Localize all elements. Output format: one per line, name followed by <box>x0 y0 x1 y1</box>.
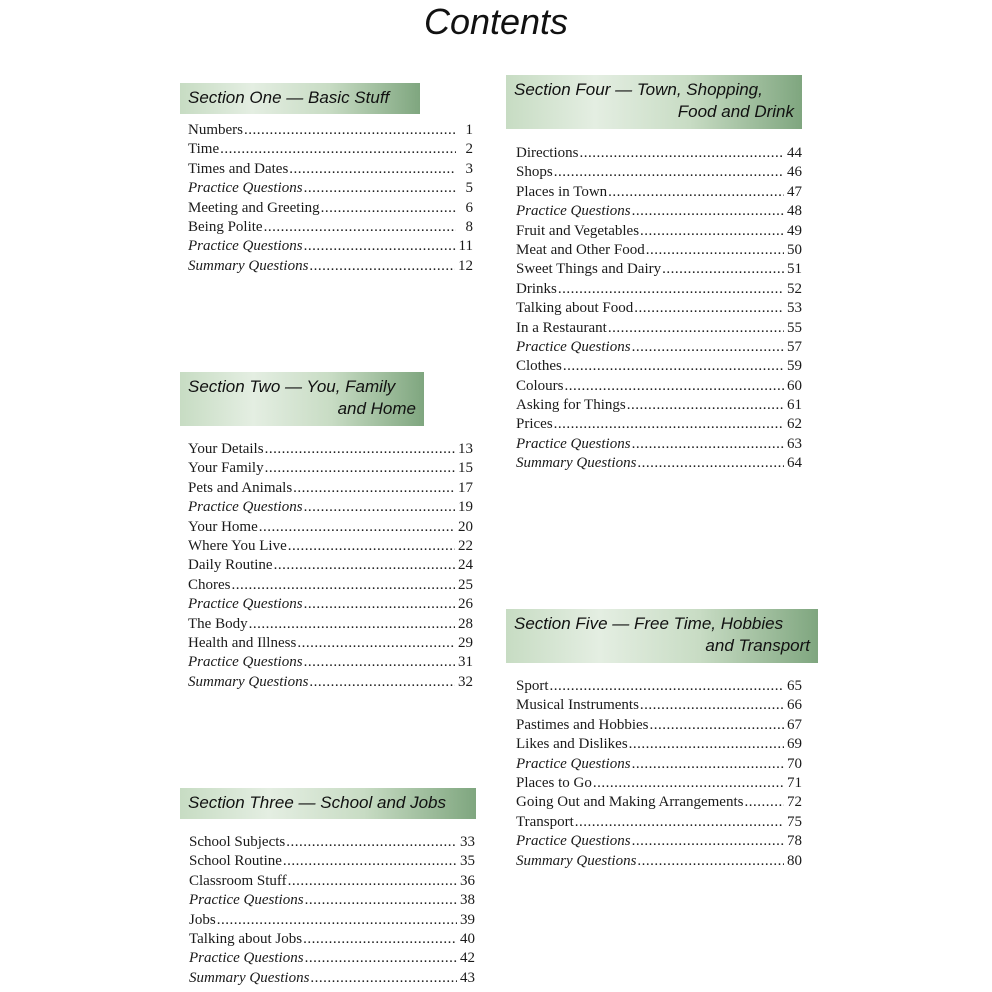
dot-leader <box>274 556 455 575</box>
toc-entry-title: Pets and Animals <box>188 479 293 496</box>
dot-leader <box>304 595 455 614</box>
dot-leader <box>288 537 455 556</box>
toc-entry <box>188 653 473 672</box>
dot-leader <box>608 183 784 202</box>
toc-entry-title: Where You Live <box>188 537 287 554</box>
dot-leader <box>321 199 456 218</box>
toc-entry-title: Health and Illness <box>188 634 297 651</box>
dot-leader <box>627 396 784 415</box>
toc-entry-page-number: 3 <box>465 160 473 177</box>
toc-entry <box>188 615 473 634</box>
toc-entry-title: Musical Instruments <box>516 697 639 714</box>
toc-entry <box>516 454 802 473</box>
toc-entry <box>189 891 475 910</box>
toc-entry-title: Practice Questions <box>188 499 303 516</box>
dot-leader <box>563 357 784 376</box>
toc-entry-page-number: 1 <box>465 122 473 138</box>
toc-entry <box>516 813 802 832</box>
toc-entry <box>516 755 802 774</box>
toc-entry-page-number: 15 <box>458 460 473 477</box>
dot-leader <box>304 653 455 672</box>
toc-entry <box>516 677 802 696</box>
toc-entry-page-number: 28 <box>458 615 473 632</box>
toc-entry <box>516 163 802 182</box>
toc-entry <box>189 930 475 949</box>
toc-entry-page-number: 78 <box>787 833 802 850</box>
toc-entry <box>188 199 473 218</box>
dot-leader <box>650 716 785 735</box>
toc-entry-page-number: 47 <box>787 183 802 200</box>
toc-entry <box>189 852 475 871</box>
toc-entry-page-number: 42 <box>460 950 475 967</box>
toc-entry-page-number: 38 <box>460 892 475 909</box>
toc-entry-title: Practice Questions <box>516 435 631 452</box>
toc-entry-page-number: 53 <box>787 300 802 317</box>
section-heading-five <box>506 609 818 663</box>
section-entries-three <box>189 833 475 988</box>
toc-entry-page-number: 63 <box>787 435 802 452</box>
dot-leader <box>305 891 457 910</box>
toc-entry <box>516 280 802 299</box>
toc-entry <box>188 498 473 517</box>
toc-entry-title: School Routine <box>189 853 282 870</box>
dot-leader <box>632 832 784 851</box>
dot-leader <box>265 440 455 459</box>
toc-entry-page-number: 80 <box>787 852 802 869</box>
toc-entry <box>189 911 475 930</box>
toc-entry-title: Places in Town <box>516 183 608 200</box>
toc-entry <box>188 556 473 575</box>
toc-entry <box>188 459 473 478</box>
toc-entry-page-number: 33 <box>460 834 475 850</box>
toc-entry-title: Practice Questions <box>188 596 303 613</box>
toc-entry-page-number: 72 <box>787 794 802 811</box>
toc-entry-title: Practice Questions <box>516 833 631 850</box>
toc-entry-page-number: 65 <box>787 678 802 694</box>
toc-entry-title: Talking about Food <box>516 300 634 317</box>
toc-entry-page-number: 13 <box>458 441 473 457</box>
section-heading-line-1: Section Two — You, Family <box>188 377 396 396</box>
toc-entry-page-number: 48 <box>787 203 802 220</box>
toc-entry <box>188 160 473 179</box>
toc-entry-title: Practice Questions <box>189 950 304 967</box>
toc-entry <box>516 377 802 396</box>
toc-entry-page-number: 75 <box>787 813 802 830</box>
toc-entry-title: Summary Questions <box>516 852 637 869</box>
toc-entry-page-number: 52 <box>787 280 802 297</box>
toc-entry-page-number: 29 <box>458 634 473 651</box>
toc-entry-title: Practice Questions <box>188 180 303 197</box>
toc-entry <box>189 969 475 988</box>
dot-leader <box>304 179 456 198</box>
toc-entry-title: Pastimes and Hobbies <box>516 716 649 733</box>
toc-entry-title: Numbers <box>188 122 243 138</box>
toc-entry-title: Summary Questions <box>188 673 309 690</box>
dot-leader <box>289 160 456 179</box>
toc-entry-title: Your Details <box>188 441 264 457</box>
dot-leader <box>565 377 784 396</box>
toc-entry <box>516 832 802 851</box>
section-heading-two <box>180 372 424 426</box>
section-entries-five <box>516 677 802 871</box>
toc-entry-page-number: 8 <box>465 218 473 235</box>
dot-leader <box>608 319 784 338</box>
toc-entry-title: Time <box>188 141 220 158</box>
toc-entry-title: Asking for Things <box>516 397 626 414</box>
toc-entry-title: Places to Go <box>516 774 592 791</box>
section-heading-three <box>180 788 476 819</box>
section-heading-line-2: and Home <box>337 399 416 418</box>
toc-entry-page-number: 61 <box>787 397 802 414</box>
toc-entry <box>188 121 473 140</box>
toc-entry-title: Times and Dates <box>188 160 289 177</box>
toc-entry-page-number: 69 <box>787 736 802 753</box>
dot-leader <box>579 144 784 163</box>
dot-leader <box>575 813 784 832</box>
toc-entry <box>188 237 473 256</box>
toc-entry-title: Prices <box>516 416 553 433</box>
toc-entry <box>189 833 475 852</box>
dot-leader <box>259 518 455 537</box>
toc-entry <box>516 852 802 871</box>
dot-leader <box>249 615 455 634</box>
toc-entry-page-number: 39 <box>460 911 475 928</box>
dot-leader <box>640 696 784 715</box>
section-heading-four <box>506 75 802 129</box>
toc-entry <box>188 479 473 498</box>
toc-entry <box>188 518 473 537</box>
toc-entry-page-number: 36 <box>460 872 475 889</box>
toc-entry <box>188 257 473 276</box>
toc-entry-page-number: 40 <box>460 930 475 947</box>
toc-entry-title: Going Out and Making Arrangements <box>516 794 744 811</box>
toc-entry-title: Summary Questions <box>189 969 310 986</box>
toc-entry-page-number: 32 <box>458 673 473 690</box>
toc-entry-page-number: 25 <box>458 576 473 593</box>
dot-leader <box>286 833 457 852</box>
toc-entry-title: Drinks <box>516 280 557 297</box>
toc-entry-page-number: 20 <box>458 518 473 535</box>
toc-entry-page-number: 70 <box>787 755 802 772</box>
dot-leader <box>554 163 784 182</box>
toc-entry <box>188 595 473 614</box>
toc-entry-page-number: 24 <box>458 557 473 574</box>
toc-entry-page-number: 35 <box>460 853 475 870</box>
toc-entry <box>516 357 802 376</box>
toc-entry <box>189 872 475 891</box>
toc-entry-title: Practice Questions <box>189 892 304 909</box>
section-heading-line-1: Section One — Basic Stuff <box>188 88 390 107</box>
toc-entry <box>516 793 802 812</box>
toc-entry-title: Practice Questions <box>516 203 631 220</box>
toc-entry <box>516 396 802 415</box>
toc-entry-page-number: 64 <box>787 455 802 472</box>
section-heading-line-1: Section Five — Free Time, Hobbies <box>514 614 784 633</box>
toc-entry-page-number: 60 <box>787 377 802 394</box>
toc-entry <box>516 241 802 260</box>
toc-entry-page-number: 31 <box>458 654 473 671</box>
toc-entry <box>188 634 473 653</box>
toc-entry-page-number: 26 <box>458 596 473 613</box>
dot-leader <box>304 237 456 256</box>
dot-leader <box>637 454 784 473</box>
toc-entry <box>188 440 473 459</box>
toc-entry-page-number: 71 <box>787 774 802 791</box>
toc-entry-page-number: 22 <box>458 537 473 554</box>
toc-entry <box>516 716 802 735</box>
toc-entry-page-number: 55 <box>787 319 802 336</box>
toc-entry-title: Daily Routine <box>188 557 273 574</box>
toc-entry-title: Summary Questions <box>188 257 309 274</box>
dot-leader <box>632 755 784 774</box>
toc-entry-title: Talking about Jobs <box>189 930 303 947</box>
dot-leader <box>303 930 457 949</box>
section-entries-one <box>188 121 473 276</box>
dot-leader <box>264 218 456 237</box>
toc-entry <box>516 222 802 241</box>
dot-leader <box>297 634 455 653</box>
toc-entry-title: Your Family <box>188 460 264 477</box>
section-entries-four <box>516 144 802 474</box>
dot-leader <box>265 459 455 478</box>
dot-leader <box>217 911 457 930</box>
toc-entry-title: Jobs <box>189 911 216 928</box>
toc-entry <box>516 415 802 434</box>
toc-entry <box>516 183 802 202</box>
page-title: Contents <box>423 1 569 42</box>
section-heading-line-1: Section Three — School and Jobs <box>188 793 446 812</box>
dot-leader <box>220 140 456 159</box>
toc-entry <box>516 338 802 357</box>
dot-leader <box>283 852 457 871</box>
toc-entry-title: Transport <box>516 813 574 830</box>
toc-entry <box>188 673 473 692</box>
toc-entry-title: Chores <box>188 576 231 593</box>
toc-entry-title: Fruit and Vegetables <box>516 222 640 239</box>
toc-entry-page-number: 62 <box>787 416 802 433</box>
toc-entry <box>189 949 475 968</box>
dot-leader <box>310 969 457 988</box>
toc-entry-page-number: 66 <box>787 697 802 714</box>
toc-entry-page-number: 2 <box>465 141 473 158</box>
toc-entry-title: Clothes <box>516 358 562 375</box>
toc-entry-title: In a Restaurant <box>516 319 607 336</box>
toc-entry-title: Shops <box>516 164 553 181</box>
dot-leader <box>629 735 784 754</box>
toc-entry-page-number: 51 <box>787 261 802 278</box>
toc-entry-page-number: 57 <box>787 338 802 355</box>
toc-entry-title: Meeting and Greeting <box>188 199 320 216</box>
toc-entry <box>188 179 473 198</box>
dot-leader <box>550 677 784 696</box>
toc-entry-title: Sweet Things and Dairy <box>516 261 662 278</box>
toc-entry <box>188 537 473 556</box>
dot-leader <box>744 793 784 812</box>
dot-leader <box>309 257 455 276</box>
toc-entry-page-number: 17 <box>458 479 473 496</box>
dot-leader <box>634 299 784 318</box>
dot-leader <box>293 479 455 498</box>
toc-entry <box>188 576 473 595</box>
toc-entry <box>188 140 473 159</box>
section-entries-two <box>188 440 473 692</box>
toc-entry-title: Summary Questions <box>516 455 637 472</box>
toc-entry-page-number: 43 <box>460 969 475 986</box>
toc-entry-title: Practice Questions <box>188 654 303 671</box>
toc-entry-page-number: 46 <box>787 164 802 181</box>
toc-entry-page-number: 11 <box>458 238 473 255</box>
toc-entry <box>516 260 802 279</box>
toc-entry <box>516 202 802 221</box>
toc-entry-page-number: 6 <box>465 199 473 216</box>
dot-leader <box>288 872 457 891</box>
toc-entry-page-number: 59 <box>787 358 802 375</box>
toc-entry-title: The Body <box>188 615 248 632</box>
dot-leader <box>632 338 784 357</box>
dot-leader <box>632 435 784 454</box>
dot-leader <box>646 241 784 260</box>
toc-entry-page-number: 49 <box>787 222 802 239</box>
toc-entry-title: Sport <box>516 678 549 694</box>
dot-leader <box>662 260 784 279</box>
toc-entry-page-number: 44 <box>787 145 802 161</box>
toc-entry-page-number: 5 <box>465 180 473 197</box>
toc-entry-title: Being Polite <box>188 218 263 235</box>
toc-entry <box>516 735 802 754</box>
toc-entry-title: Practice Questions <box>516 755 631 772</box>
section-heading-line-1: Section Four — Town, Shopping, <box>514 80 763 99</box>
dot-leader <box>232 576 456 595</box>
toc-entry <box>516 144 802 163</box>
toc-entry-page-number: 67 <box>787 716 802 733</box>
toc-entry <box>516 696 802 715</box>
toc-entry <box>516 435 802 454</box>
toc-entry <box>188 218 473 237</box>
section-heading-one <box>180 83 420 114</box>
dot-leader <box>632 202 784 221</box>
toc-entry <box>516 774 802 793</box>
toc-entry-title: Meat and Other Food <box>516 241 645 258</box>
toc-entry-page-number: 50 <box>787 241 802 258</box>
section-heading-line-2: Food and Drink <box>677 102 794 121</box>
dot-leader <box>640 222 784 241</box>
dot-leader <box>637 852 784 871</box>
toc-entry-title: Colours <box>516 377 564 394</box>
toc-entry-title: Your Home <box>188 518 258 535</box>
toc-entry <box>516 319 802 338</box>
toc-entry-title: Likes and Dislikes <box>516 736 628 753</box>
section-heading-line-2: and Transport <box>705 636 810 655</box>
dot-leader <box>244 121 456 140</box>
dot-leader <box>305 949 457 968</box>
dot-leader <box>309 673 455 692</box>
dot-leader <box>558 280 784 299</box>
dot-leader <box>304 498 455 517</box>
toc-entry-title: School Subjects <box>189 834 286 850</box>
toc-entry <box>516 299 802 318</box>
dot-leader <box>593 774 784 793</box>
toc-entry-page-number: 19 <box>458 499 473 516</box>
toc-entry-title: Practice Questions <box>516 338 631 355</box>
toc-entry-title: Classroom Stuff <box>189 872 287 889</box>
toc-entry-title: Directions <box>516 145 579 161</box>
toc-entry-title: Practice Questions <box>188 238 303 255</box>
toc-entry-page-number: 12 <box>458 257 473 274</box>
dot-leader <box>554 415 784 434</box>
